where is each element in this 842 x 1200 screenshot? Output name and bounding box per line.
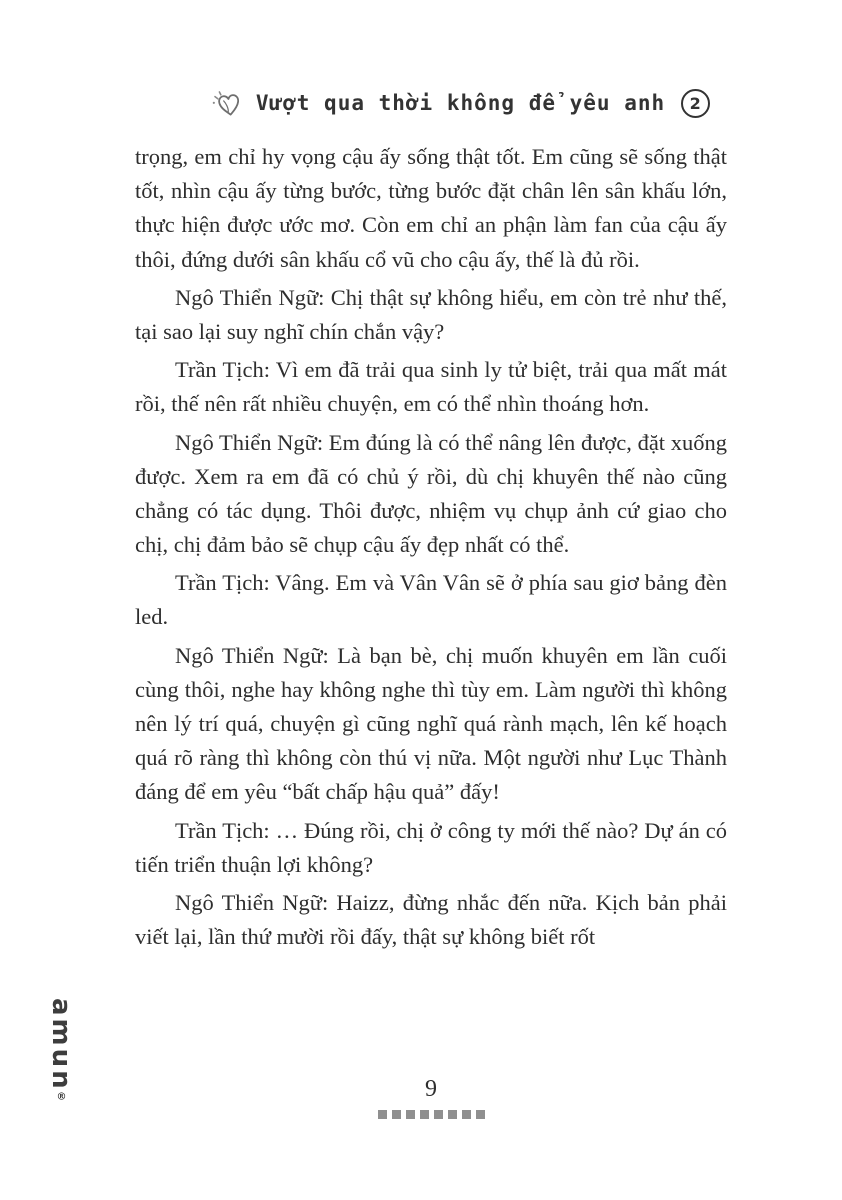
footer-square	[448, 1110, 457, 1119]
footer-square	[434, 1110, 443, 1119]
paragraph: Trần Tịch: Vâng. Em và Vân Vân sẽ ở phía sau giơ bảng đèn led.	[135, 570, 727, 630]
registered-mark: ®	[56, 1091, 67, 1103]
footer-squares	[135, 1110, 727, 1119]
footer-square	[392, 1110, 401, 1119]
footer-square	[462, 1110, 471, 1119]
footer-square	[420, 1110, 429, 1119]
paragraph: Ngô Thiển Ngữ: Haizz, đừng nhắc đến nữa. Kịch bản phải viết lại, lần thứ mười rồi đấy, thật sự không biết rốt	[135, 889, 727, 950]
footer-square	[378, 1110, 387, 1119]
volume-number-badge: 2	[681, 89, 710, 118]
page-header	[150, 88, 770, 118]
page-footer	[135, 1076, 727, 1119]
footer-square	[476, 1110, 485, 1119]
book-title: Vượt qua thời không để yêu anh	[255, 91, 666, 115]
body-text	[135, 140, 727, 958]
footer-square	[406, 1110, 415, 1119]
heart-doodle-icon	[208, 86, 246, 120]
paragraph: Ngô Thiển Ngữ: Chị thật sự không hiểu, em còn trẻ như thế, tại sao lại suy nghĩ chín chắn vậy?	[135, 284, 727, 344]
paragraph: Trần Tịch: … Đúng rồi, chị ở công ty mới thế nào? Dự án có tiến triển thuận lợi không?	[135, 817, 727, 877]
page-number: 9	[425, 1076, 437, 1102]
paragraph: trọng, em chỉ hy vọng cậu ấy sống thật tốt. Em cũng sẽ sống thật tốt, nhìn cậu ấy từng bước, từng bước đặt chân lên sân khấu lớn, thực hiện được ước mơ. Còn em chỉ an phận làm fan của cậu ấy thôi, đứng dưới sân khấu cổ vũ cho cậu ấy, thế là đủ rồi.	[135, 144, 727, 272]
paragraph: Trần Tịch: Vì em đã trải qua sinh ly tử biệt, trải qua mất mát rồi, thế nên rất nhiều chuyện, em có thể nhìn thoáng hơn.	[135, 357, 727, 417]
publisher-logo	[46, 998, 76, 1103]
paragraph: Ngô Thiển Ngữ: Là bạn bè, chị muốn khuyên em lần cuối cùng thôi, nghe hay không nghe thì tùy em. Làm người thì không nên lý trí quá, chuyện gì cũng nghĩ quá rành mạch, lên kế hoạch quá rõ ràng thì không còn thú vị nữa. Một người như Lục Thành đáng để em yêu “bất chấp hậu quả” đấy!	[135, 642, 727, 805]
paragraph: Ngô Thiển Ngữ: Em đúng là có thể nâng lên được, đặt xuống được. Xem ra em đã có chủ ý rồi, dù chị khuyên thế nào cũng chẳng có tác dụng. Thôi được, nhiệm vụ chụp ảnh cứ giao cho chị, chị đảm bảo sẽ chụp cậu ấy đẹp nhất có thể.	[135, 429, 727, 558]
publisher-logo-text: amun	[46, 998, 76, 1092]
